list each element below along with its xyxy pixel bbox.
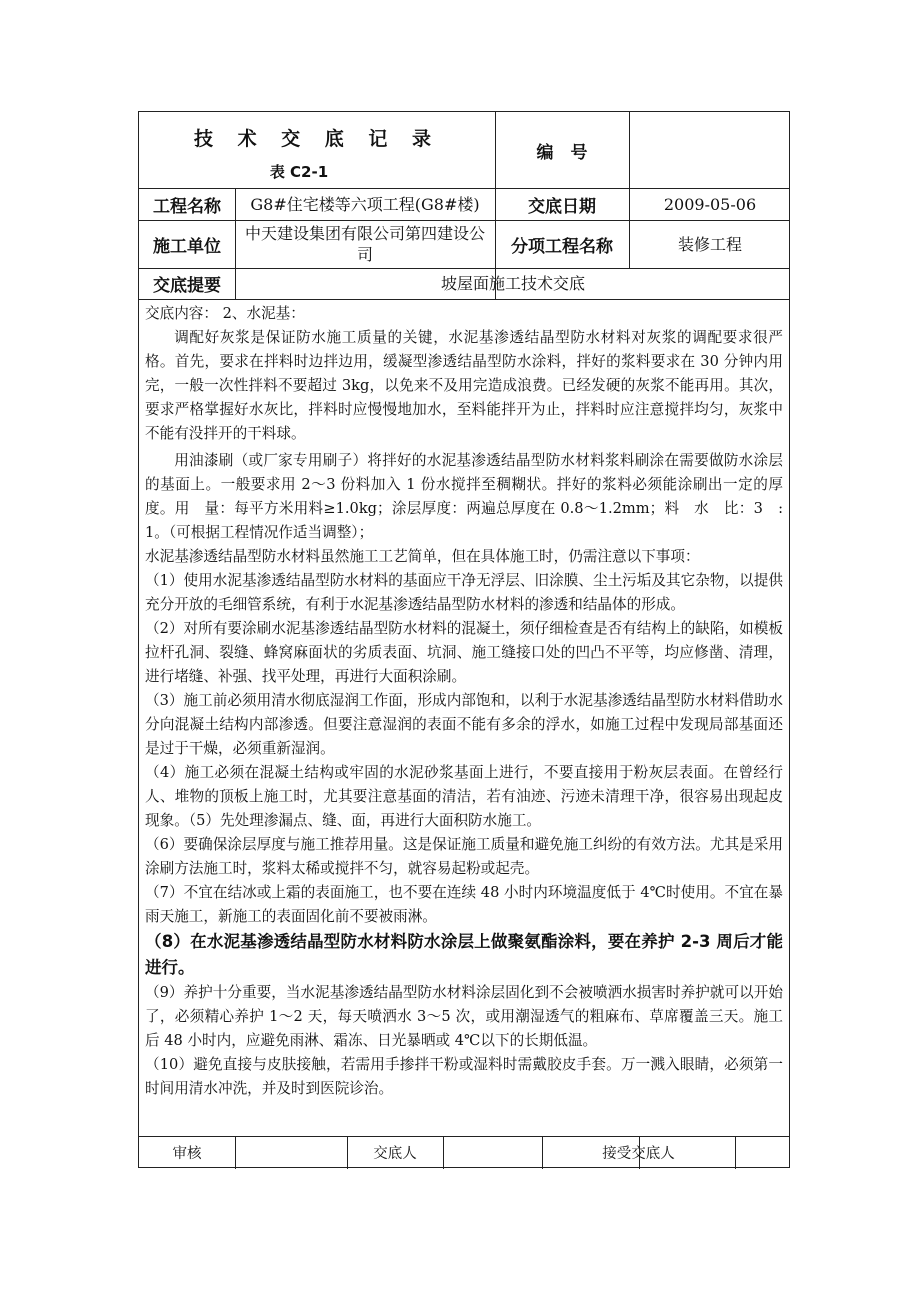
content-paragraph: 用油漆刷（或厂家专用刷子）将拌好的水泥基渗透结晶型防水材料浆料刷涂在需要做防水涂层的基面上。一般要求用 2～3 份料加入 1 份水搅拌至稠糊状。拌好的浆料必须能涂刷出一定的厚度。用 量：每平方米用料≥1.0kg；涂层厚度：两遍总厚度在 0.8～1.2mm；料 水 比：3 : 1。（可根据工程情况作适当调整）； (145, 452, 798, 541)
number-label: 编 号 (536, 142, 588, 163)
precaution-item: （7）不宜在结冰或上霜的表面施工，也不要在连续 48 小时内环境温度低于 4℃时使用。不宜在暴雨天施工，新施工的表面固化前不要被雨淋。 (145, 884, 783, 925)
technical-disclosure-form (138, 111, 798, 1168)
project-name-label: 工程名称 (153, 196, 221, 217)
disclosure-date-value[interactable]: 2009-05-06 (663, 194, 757, 214)
row-divider (139, 299, 789, 300)
precaution-item: （3）施工前必须用清水彻底湿润工作面，形成内部饱和，以利于水泥基渗透结晶型防水材料借助水分向混凝土结构内部渗透。但要注意湿润的表面不能有多余的浮水，如施工过程中发现局部基面还是过于干燥，必须重新湿润。 (145, 692, 783, 757)
summary-label: 交底提要 (153, 276, 221, 296)
review-signature-field[interactable] (235, 1136, 347, 1169)
review-label: 审核 (172, 1146, 202, 1162)
construction-unit-label: 施工单位 (153, 236, 221, 257)
content-paragraph: 调配好灰浆是保证防水施工质量的关键，水泥基渗透结晶型防水材料对灰浆的调配要求很严格。首先，要求在拌料时边拌边用，缓凝型渗透结晶型防水涂料，拌好的浆料要求在 30 分钟内用完，一般一次性拌料不要超过 3kg，以免来不及用完造成浪费。已经发硬的灰浆不能再用。其次，要求严格掌握好水灰比，拌料时应慢慢地加水，至料能拌开为止，拌料时应注意搅拌均匀，灰浆中不能有没拌开的干料球。 (145, 329, 783, 442)
presenter-signature-field[interactable] (443, 1136, 542, 1169)
subproject-name-label: 分项工程名称 (511, 236, 613, 257)
precaution-item-emphasis: （8）在水泥基渗透结晶型防水材料防水涂层上做聚氨酯涂料，要在养护 2-3 周后才能进行。 (145, 932, 783, 977)
content-paragraph: 水泥基渗透结晶型防水材料虽然施工工艺简单，但在具体施工时，仍需注意以下事项： (145, 548, 700, 565)
presenter-label: 交底人 (373, 1146, 417, 1162)
precaution-item: （1）使用水泥基渗透结晶型防水材料的基面应干净无浮层、旧涂膜、尘土污垢及其它杂物，以提供充分开放的毛细管系统，有利于水泥基渗透结晶型防水材料的渗透和结晶体的形成。 (145, 572, 783, 613)
precaution-item: （10）避免直接与皮肤接触，若需用手掺拌干粉或湿料时需戴胶皮手套。万一溅入眼睛，必须第一时间用清水冲洗，并及时到医院诊治。 (145, 1056, 783, 1097)
disclosure-date-label: 交底日期 (528, 196, 596, 217)
disclosure-content (145, 302, 798, 1101)
subproject-name-value[interactable]: 装修工程 (677, 234, 742, 254)
summary-value[interactable]: 坡屋面施工技术交底 (440, 274, 585, 293)
content-intro: 交底内容： 2、水泥基： (145, 305, 305, 322)
project-name-value[interactable]: G8#住宅楼等六项工程(G8#楼) (250, 194, 480, 214)
receiver-signature-field[interactable] (735, 1136, 791, 1169)
precaution-item: （9）养护十分重要，当水泥基渗透结晶型防水材料涂层固化到不会被喷洒水损害时养护就可以开始了，必须精心养护 1～2 天，每天喷洒水 3～5 次，或用潮湿透气的粗麻布、草席覆盖三天。施工后 48 小时内，应避免雨淋、霜冻、日光暴晒或 4℃以下的长期低温。 (145, 984, 783, 1049)
precaution-item: （2）对所有要涂刷水泥基渗透结晶型防水材料的混凝土，须仔细检查是否有结构上的缺陷，如模板拉杆孔洞、裂缝、蜂窝麻面状的劣质表面、坑洞、施工缝接口处的凹凸不平等，均应修凿、清理，进行堵缝、补强、找平处理，再进行大面积涂刷。 (145, 620, 783, 685)
precaution-item: （6）要确保涂层厚度与施工推荐用量。这是保证施工质量和避免施工纠纷的有效方法。尤其是采用涂刷方法施工时，浆料太稀或搅拌不匀，就容易起粉或起壳。 (145, 836, 783, 877)
form-code: 表 C2-1 (269, 162, 329, 181)
construction-unit-value[interactable]: 中天建设集团有限公司第四建设公司 (245, 224, 486, 264)
precaution-item: （4）施工必须在混凝土结构或牢固的水泥砂浆基面上进行，不要直接用于粉灰层表面。在曾经行人、堆物的顶板上施工时，尤其要注意基面的清洁，若有油迹、污迹未清理干净，很容易出现起皮现象。（5）先处理渗漏点、缝、面，再进行大面积防水施工。 (145, 764, 783, 829)
form-title: 技 术 交 底 记 录 (193, 127, 441, 150)
number-value[interactable] (629, 112, 791, 188)
receiver-label: 接受交底人 (602, 1146, 675, 1162)
